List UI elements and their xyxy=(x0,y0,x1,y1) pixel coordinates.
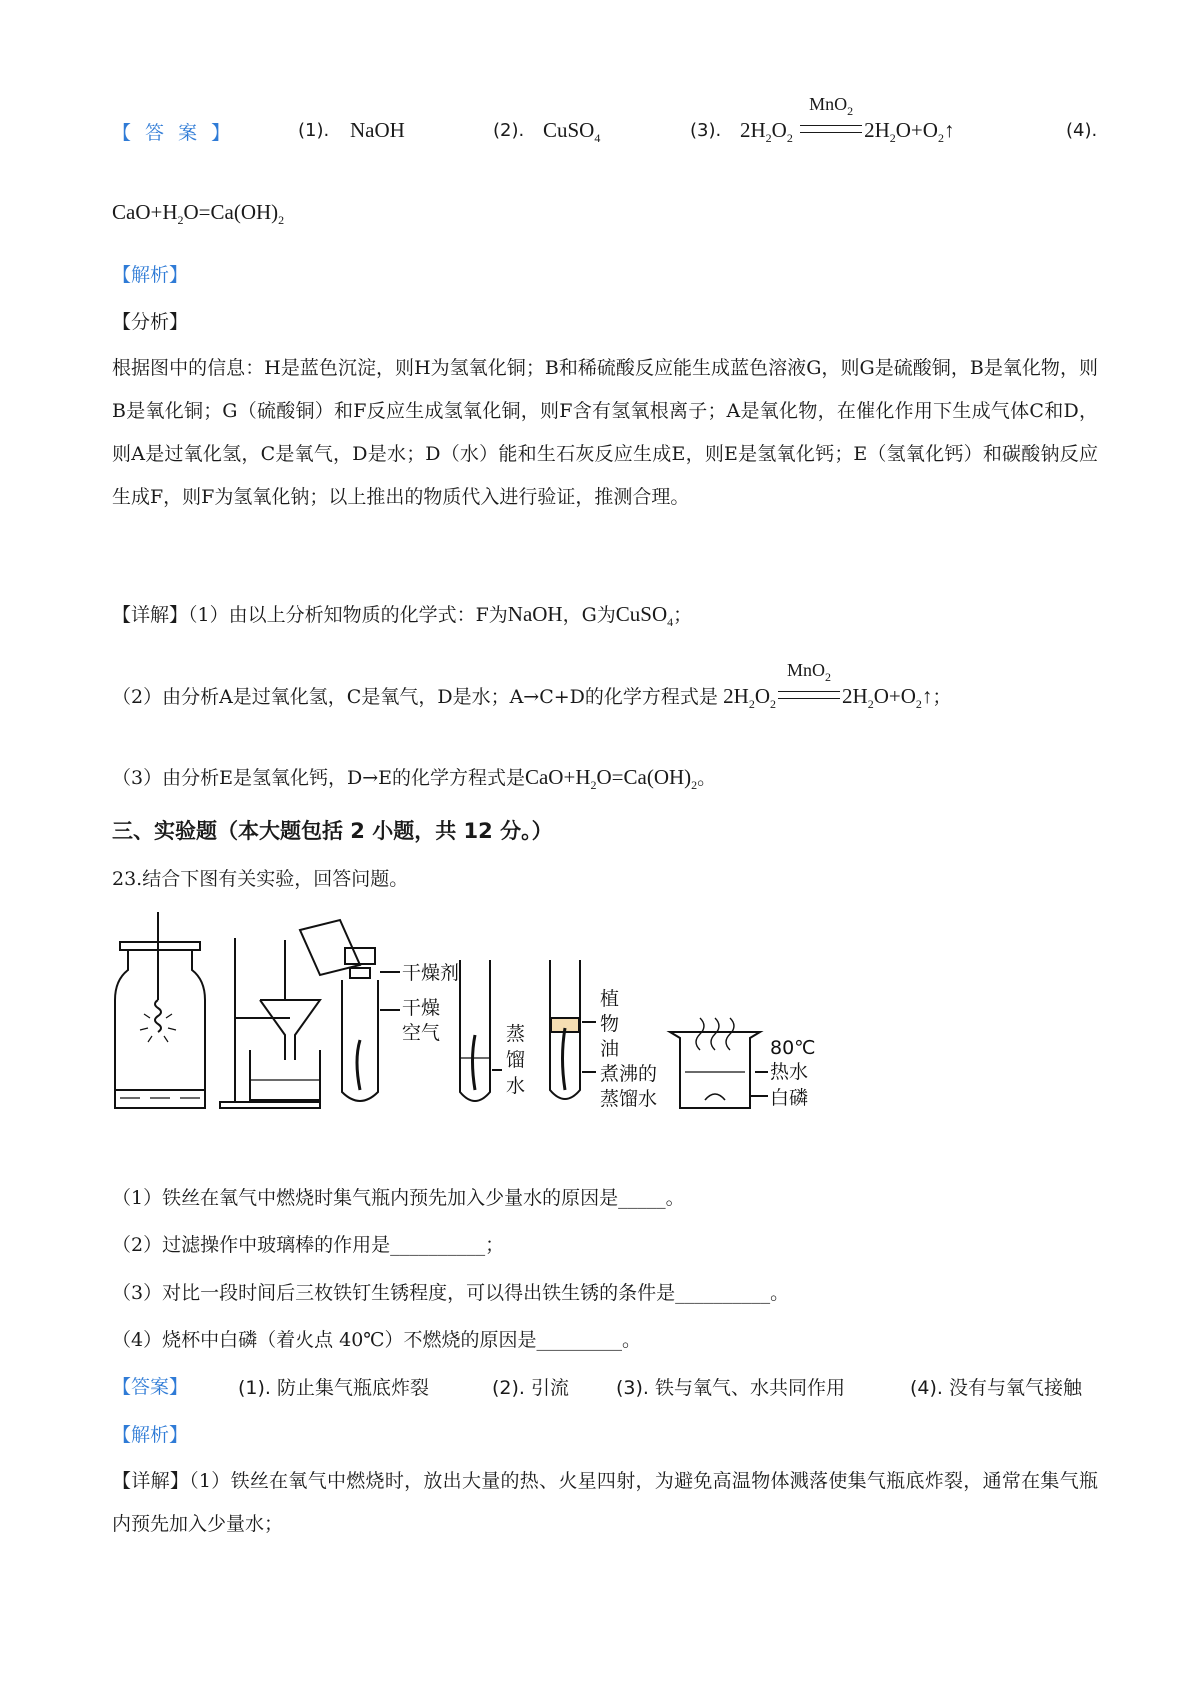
jiexi-label-1: 【解析】 xyxy=(112,264,189,286)
question-23: 23.结合下图有关实验，回答问题。 xyxy=(112,868,409,890)
label-boiled-2: 蒸馏水 xyxy=(600,1088,658,1110)
answer2-item-3: (3). 铁与氧气、水共同作用 xyxy=(616,1377,845,1399)
label-dry-air-2: 空气 xyxy=(402,1022,441,1044)
experiment-figure xyxy=(110,910,890,1125)
fenxi-label: 【分析】 xyxy=(112,311,189,333)
detail-line-1: 【详解】（1）由以上分析知物质的化学式：F为NaOH，G为CuSO$_4$； xyxy=(112,602,693,629)
detail-line-3: （3）由分析E是氢氧化钙，D→E的化学方程式是$CaO+H_2O=Ca(OH)_2$。 xyxy=(112,765,717,792)
answer2-item-4: (4). 没有与氧气接触 xyxy=(910,1377,1082,1399)
filtration-figure xyxy=(220,920,360,1108)
section-heading: 三、实验题（本大题包括 2 小题，共 12 分。） xyxy=(112,819,553,843)
answer-num-4: (4). xyxy=(1066,120,1098,141)
label-oil-2: 物 xyxy=(600,1013,620,1035)
oil-tube xyxy=(550,960,596,1099)
label-boiled-1: 煮沸的 xyxy=(600,1063,658,1085)
label-desiccant: 干燥剂 xyxy=(402,962,460,984)
answer-num-3: (3). xyxy=(690,120,722,141)
answer-tag: 【 答 案 】 xyxy=(112,122,235,144)
analysis-paragraph: 根据图中的信息：H是蓝色沉淀，则H为氢氧化铜；B和稀硫酸反应能生成蓝色溶液G，则G是硫酸铜，B是氧化物，则B是氧化铜；G（硫酸铜）和F反应生成氢氧化铜，则F含有氢氧根离子；A是氧化物，在催化作用下生成气体C和D，则A是过氧化氢，C是氧气，D是水；D（水）能和生石灰反应生成E，则E是氢氧化钙；E（氢氧化钙）和碳酸钠反应生成F，则F为氢氧化钠；以上推出的物质代入进行验证，推测合理。 xyxy=(112,357,1098,508)
answer-equation-cao: $CaO+H_2O=Ca(OH)_2$ xyxy=(112,200,285,227)
question-1: （1）铁丝在氧气中燃烧时集气瓶内预先加入少量水的原因是_____。 xyxy=(112,1187,685,1209)
answer-naoh: NaOH xyxy=(350,118,405,142)
answer-equation-h2o2: $2H_2O_2$ MnO$_2$ $2H_2O+O_2↑$ xyxy=(740,94,955,145)
final-detail-paragraph: 【详解】（1）铁丝在氧气中燃烧时，放出大量的热、火星四射，为避免高温物体溅落使集气瓶底炸裂，通常在集气瓶内预先加入少量水； xyxy=(112,1470,1098,1535)
label-distilled-3: 水 xyxy=(506,1075,526,1097)
label-temp: 80℃ xyxy=(770,1037,816,1059)
answer2-item-1: (1). 防止集气瓶底炸裂 xyxy=(238,1377,429,1399)
beaker-figure xyxy=(670,1018,768,1108)
label-oil-1: 植 xyxy=(600,988,620,1010)
label-hot-water: 热水 xyxy=(770,1061,809,1083)
detail-line-2: （2）由分析A是过氧化氢，C是氧气，D是水；A→C+D的化学方程式是 $2H_2O_2$ MnO$_2$ $2H_2O+O_2↑$； xyxy=(112,660,952,711)
label-distilled-1: 蒸 xyxy=(506,1023,526,1045)
answer-cuso4: CuSO$_4$ xyxy=(543,118,601,145)
answer-num-2: (2). xyxy=(493,120,525,141)
label-dry-air-1: 干燥 xyxy=(402,997,441,1019)
answer-line-1 xyxy=(112,118,234,145)
label-white-phosphorus: 白磷 xyxy=(770,1087,809,1109)
answer-tag-2: 【答案】 xyxy=(112,1376,189,1398)
catalyst-condition: MnO$_2$ xyxy=(798,118,864,143)
jiexi-label-2: 【解析】 xyxy=(112,1424,189,1446)
question-2: （2）过滤操作中玻璃棒的作用是__________； xyxy=(112,1234,505,1256)
question-3: （3）对比一段时间后三枚铁钉生锈程度，可以得出铁生锈的条件是__________。 xyxy=(112,1282,790,1304)
gas-jar-figure xyxy=(115,912,205,1108)
dry-air-tube xyxy=(342,948,400,1101)
question-4: （4）烧杯中白磷（着火点 40℃）不燃烧的原因是_________。 xyxy=(112,1329,642,1351)
answer2-item-2: (2). 引流 xyxy=(492,1377,569,1399)
label-distilled-2: 馏 xyxy=(506,1049,526,1071)
answer-num-1: (1). xyxy=(298,120,330,141)
distilled-water-tube xyxy=(460,960,502,1101)
label-oil-3: 油 xyxy=(600,1038,620,1060)
